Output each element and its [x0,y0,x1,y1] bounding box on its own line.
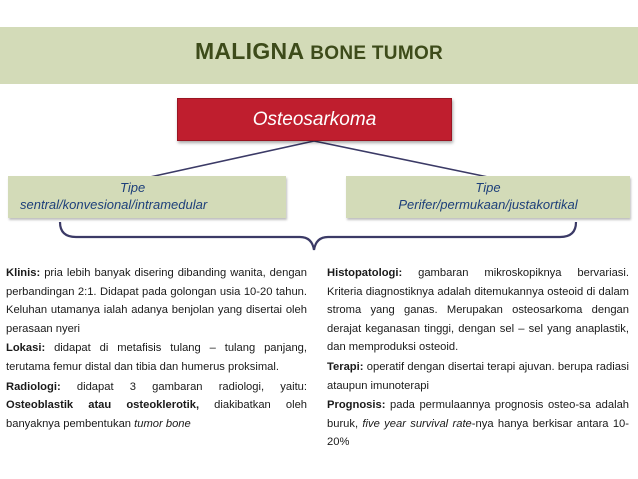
histo-label: Histopatologi: [327,267,403,279]
prognosis-label: Prognosis: [327,399,386,412]
klinis-text: pria lebih banyak disering dibanding wanita, dengan perbandingan 2:1. Didapat pada golongan usia 10-20 tahun. Keluhan utamanya ialah adanya benjolan yang disertai oleh perasaan nyeri [6,267,308,335]
right-column [327,264,629,453]
title-main: MALIGNA [194,38,304,64]
left-column [6,264,307,434]
prognosis-text2: -nya hanya berkisar antara 10-20% [327,417,630,449]
prognosis-text: pada permulaannya prognosis osteo-sa adalah buruk, [327,399,630,430]
radiologi-bold: Osteoblastik atau osteoklerotik, [6,399,200,412]
radiologi-italic: tumor bone [134,417,191,430]
connector-right [314,141,488,177]
radiologi-text2: diakibatkan oleh banyaknya pembentukan [6,399,308,430]
klinis-paragraph [6,264,307,338]
klinis-label: Klinis: [6,267,41,279]
radiologi-paragraph [6,378,307,434]
histo-paragraph [327,264,629,357]
branch-right-line2: Perifer/permukaan/justakortikal [398,197,578,212]
terapi-paragraph [327,358,629,395]
title-sub: BONE TUMOR [310,43,444,64]
histo-text: gambaran mikroskopiknya bervariasi. Kriteria diagnostiknya adalah ditemukannya osteoid di dalam stroma yang ganas. Merupakan osteosarkoma dengan derajat keganasan tinggi, dengan sel – sel yang anaplastik, dan memproduksi osteoid. [327,267,629,354]
root-node-osteosarkoma: Osteosarkoma [177,98,452,141]
connector-left [150,141,314,177]
prognosis-paragraph [327,396,629,452]
radiologi-text: didapat 3 gambaran radiologi, yaitu: [76,380,308,393]
branch-left-line2: sentral/konvesional/intramedular [20,197,208,212]
branch-left-line1: Tipe [120,180,146,195]
prognosis-italic: five year survival rate [362,417,472,430]
radiologi-label: Radiologi: [6,380,61,393]
lokasi-text: didapat di metafisis tulang – tulang panjang, terutama femur distal dan tibia dan humerus proksimal. [6,342,308,373]
lokasi-label: Lokasi: [6,342,46,355]
branch-right [346,176,630,218]
terapi-text: operatif dengan disertai terapi ajuvan. berupa radiasi ataupun imunoterapi [327,360,629,392]
branch-right-line1: Tipe [475,180,501,195]
curly-brace [60,222,576,250]
branch-left [8,176,286,218]
terapi-label: Terapi: [327,360,364,373]
lokasi-paragraph [6,339,307,376]
